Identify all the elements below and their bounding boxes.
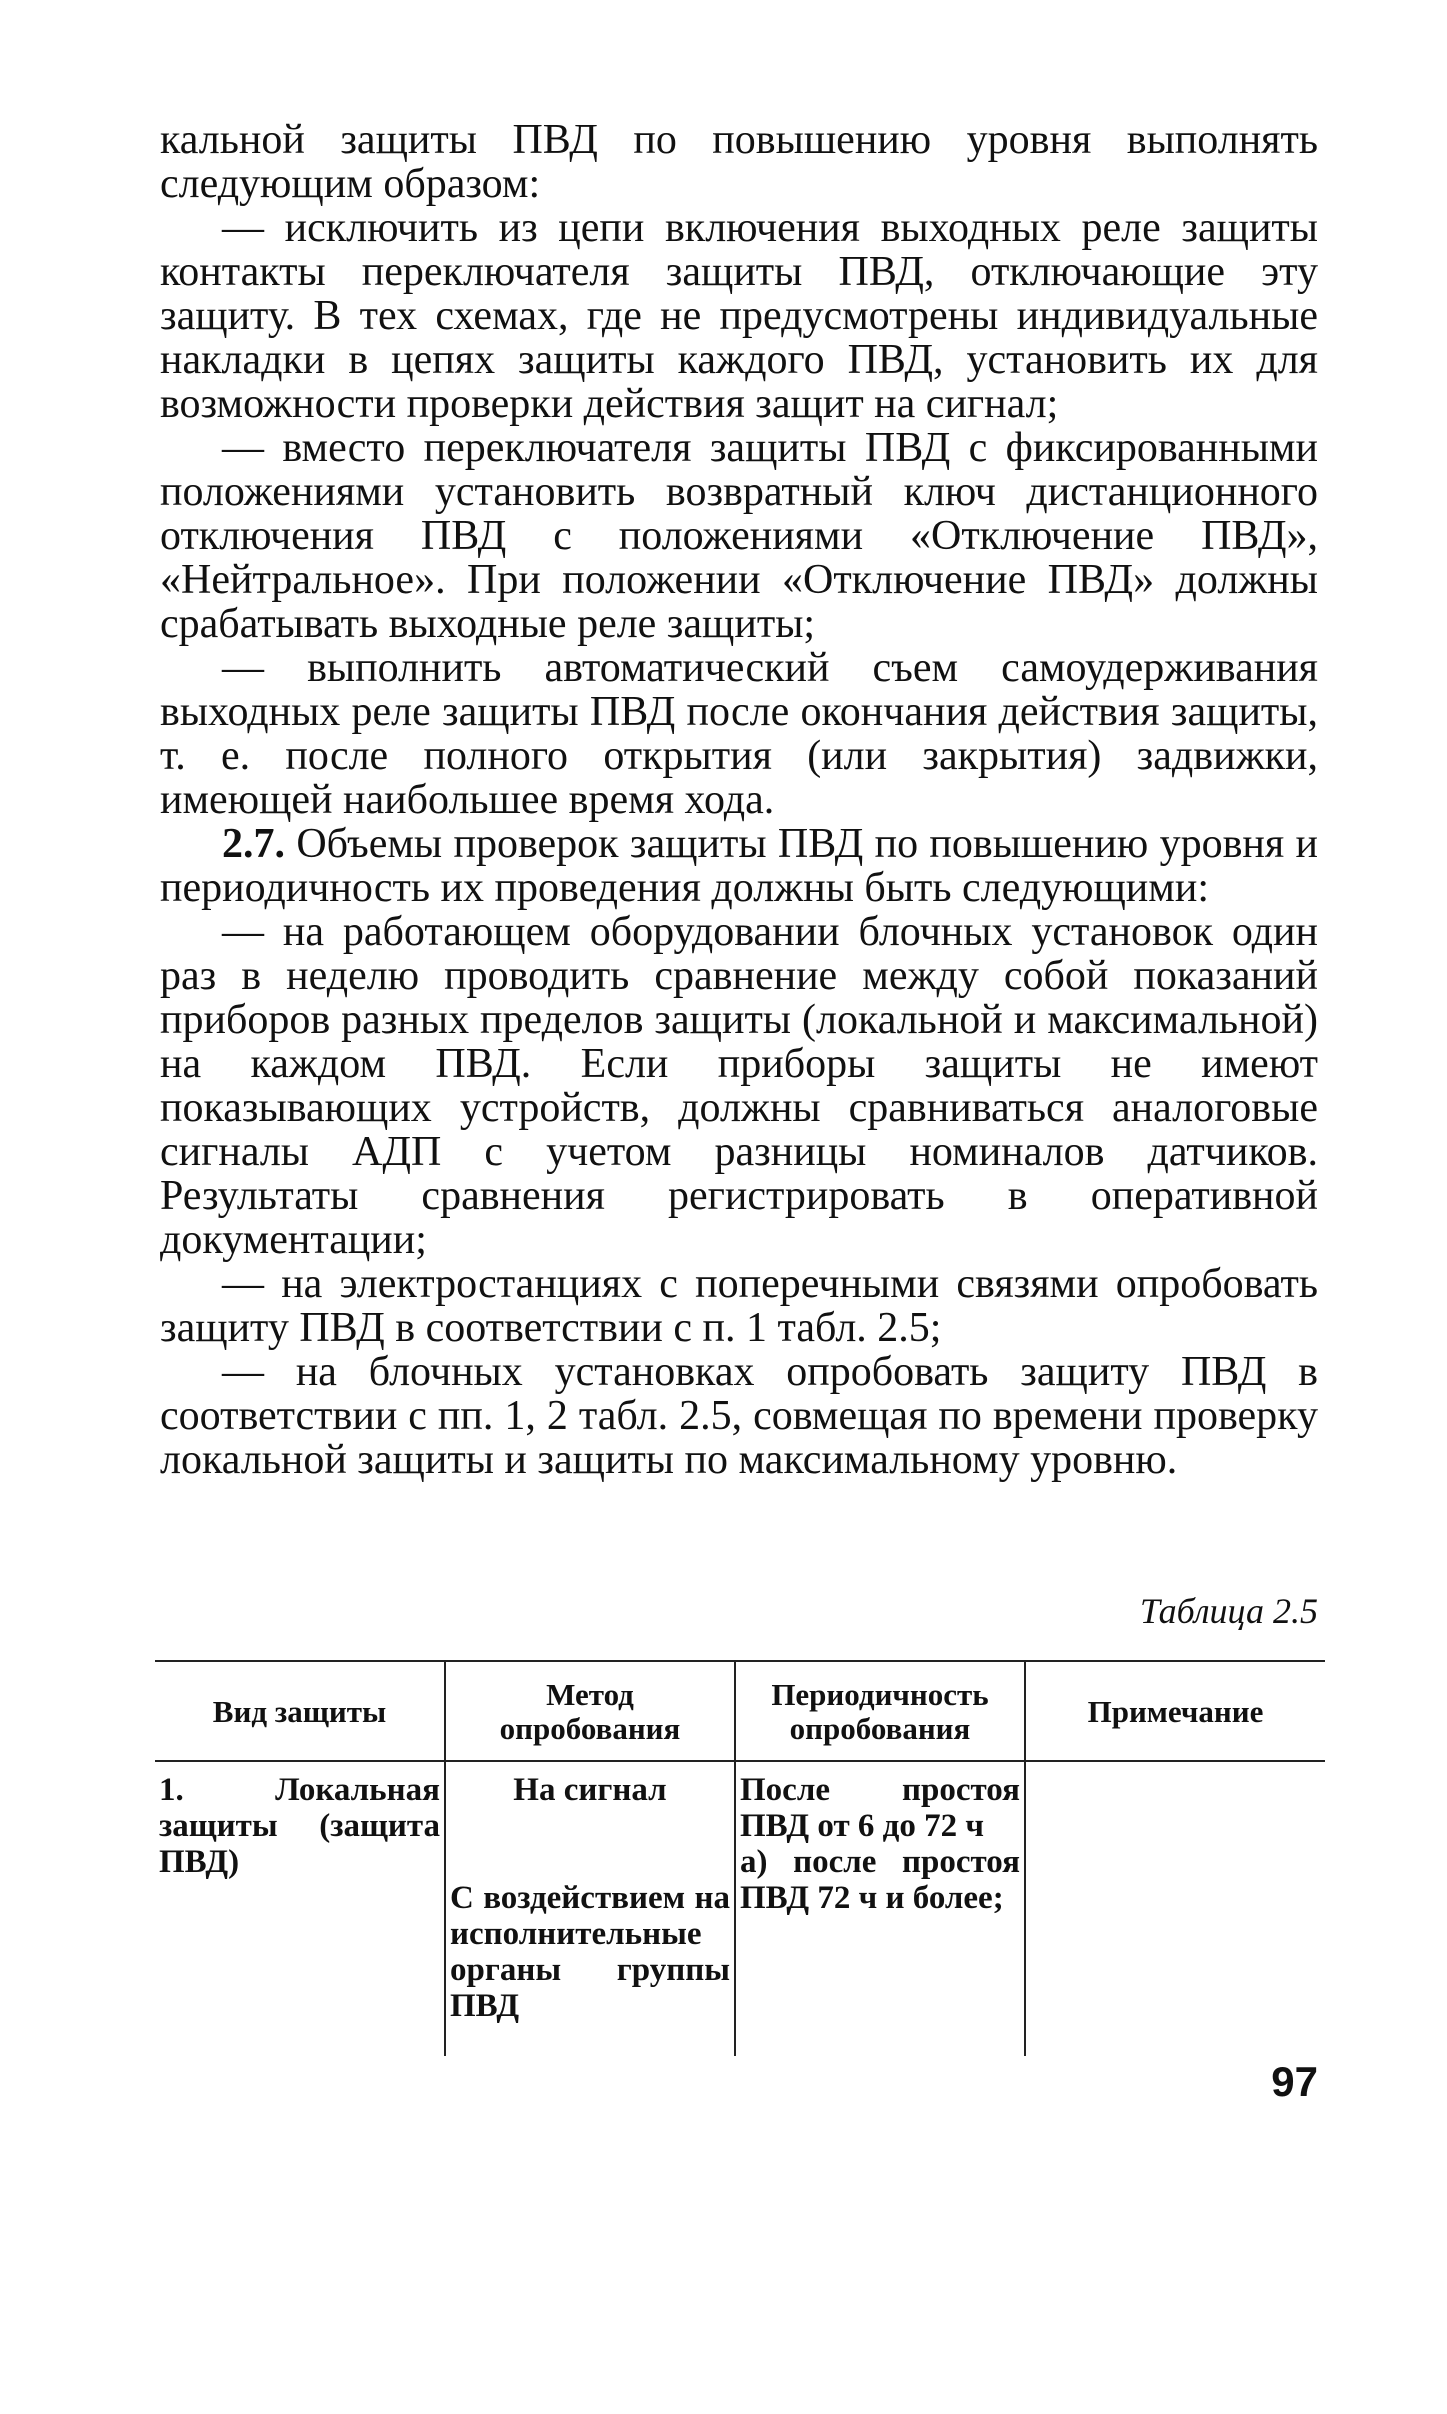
cell-protection-type (155, 1761, 445, 2056)
paragraph-8 (160, 1350, 1318, 1482)
body-text (160, 118, 1318, 1482)
paragraph-3-text: — вместо переключателя защиты ПВД с фиксированными положениями установить возвратный ключ дистанционного отключения ПВД с положениями «Отключение ПВД», «Нейтральное». При положении «Отключение ПВД» должны срабатывать выходные реле защиты; (160, 425, 1318, 647)
cell-test-method (445, 1761, 735, 2056)
cell-method-actuators: С воздействием на исполнительные органы группы ПВД (450, 1880, 730, 2024)
paragraph-2 (160, 206, 1318, 426)
paragraph-4 (160, 646, 1318, 822)
paragraph-8-text: — на блочных установках опробовать защиту ПВД в соответствии с пп. 1, 2 табл. 2.5, совмещая по времени проверку локальной защиты и защиты по максимальному уровню. (160, 1349, 1318, 1483)
header-test-frequency: Периодичность опробования (735, 1661, 1025, 1761)
paragraph-7 (160, 1262, 1318, 1350)
paragraph-1-text: кальной защиты ПВД по повышению уровня выполнять следующим образом: (160, 117, 1318, 207)
table-caption: Таблица 2.5 (1139, 1591, 1318, 1631)
cell-frequency-b: а) после простоя ПВД 72 ч и более; (740, 1844, 1020, 1916)
paragraph-5-text: Объемы проверок защиты ПВД по повышению уровня и периодичность их проведения должны быть следующими: (160, 821, 1318, 911)
paragraph-6 (160, 910, 1318, 1262)
cell-method-signal: На сигнал (513, 1772, 667, 1808)
paragraph-5 (160, 822, 1318, 910)
table-2-5 (155, 1660, 1325, 2056)
paragraph-2-text: — исключить из цепи включения выходных реле защиты контакты переключателя защиты ПВД, отключающие эту защиту. В тех схемах, где не предусмотрены индивидуальные накладки в цепях защиты каждого ПВД, установить их для возможности проверки действия защит на сигнал; (160, 205, 1318, 427)
section-number: 2.7. (222, 821, 285, 867)
page-number: 97 (1271, 2058, 1318, 2105)
paragraph-1 (160, 118, 1318, 206)
table-row (155, 1761, 1325, 2056)
header-protection-type: Вид защиты (155, 1661, 445, 1761)
paragraph-3 (160, 426, 1318, 646)
paragraph-6-text: — на работающем оборудовании блочных установок один раз в неделю проводить сравнение между собой показаний приборов разных пределов защиты (локальной и максимальной) на каждом ПВД. Если приборы защиты не имеют показывающих устройств, должны сравниваться аналоговые сигналы АДП с учетом разницы номиналов датчиков. Результаты сравнения регистрировать в оперативной документации; (160, 909, 1318, 1263)
table-header-row (155, 1661, 1325, 1761)
paragraph-7-text: — на электростанциях с поперечными связями опробовать защиту ПВД в соответствии с п. 1 табл. 2.5; (160, 1261, 1318, 1351)
cell-gap (450, 1808, 730, 1880)
cell-test-frequency (735, 1761, 1025, 2056)
header-test-method: Метод опробования (445, 1661, 735, 1761)
cell-protection-type-text: 1. Локальная защиты (защита ПВД) (159, 1772, 440, 1880)
cell-frequency-a: После простоя ПВД от 6 до 72 ч (740, 1772, 1020, 1844)
header-note: Примечание (1025, 1661, 1325, 1761)
cell-note (1025, 1761, 1325, 2056)
paragraph-4-text: — выполнить автоматический съем самоудерживания выходных реле защиты ПВД после окончания действия защиты, т. е. после полного открытия (или закрытия) задвижки, имеющей наибольшее время хода. (160, 645, 1318, 823)
